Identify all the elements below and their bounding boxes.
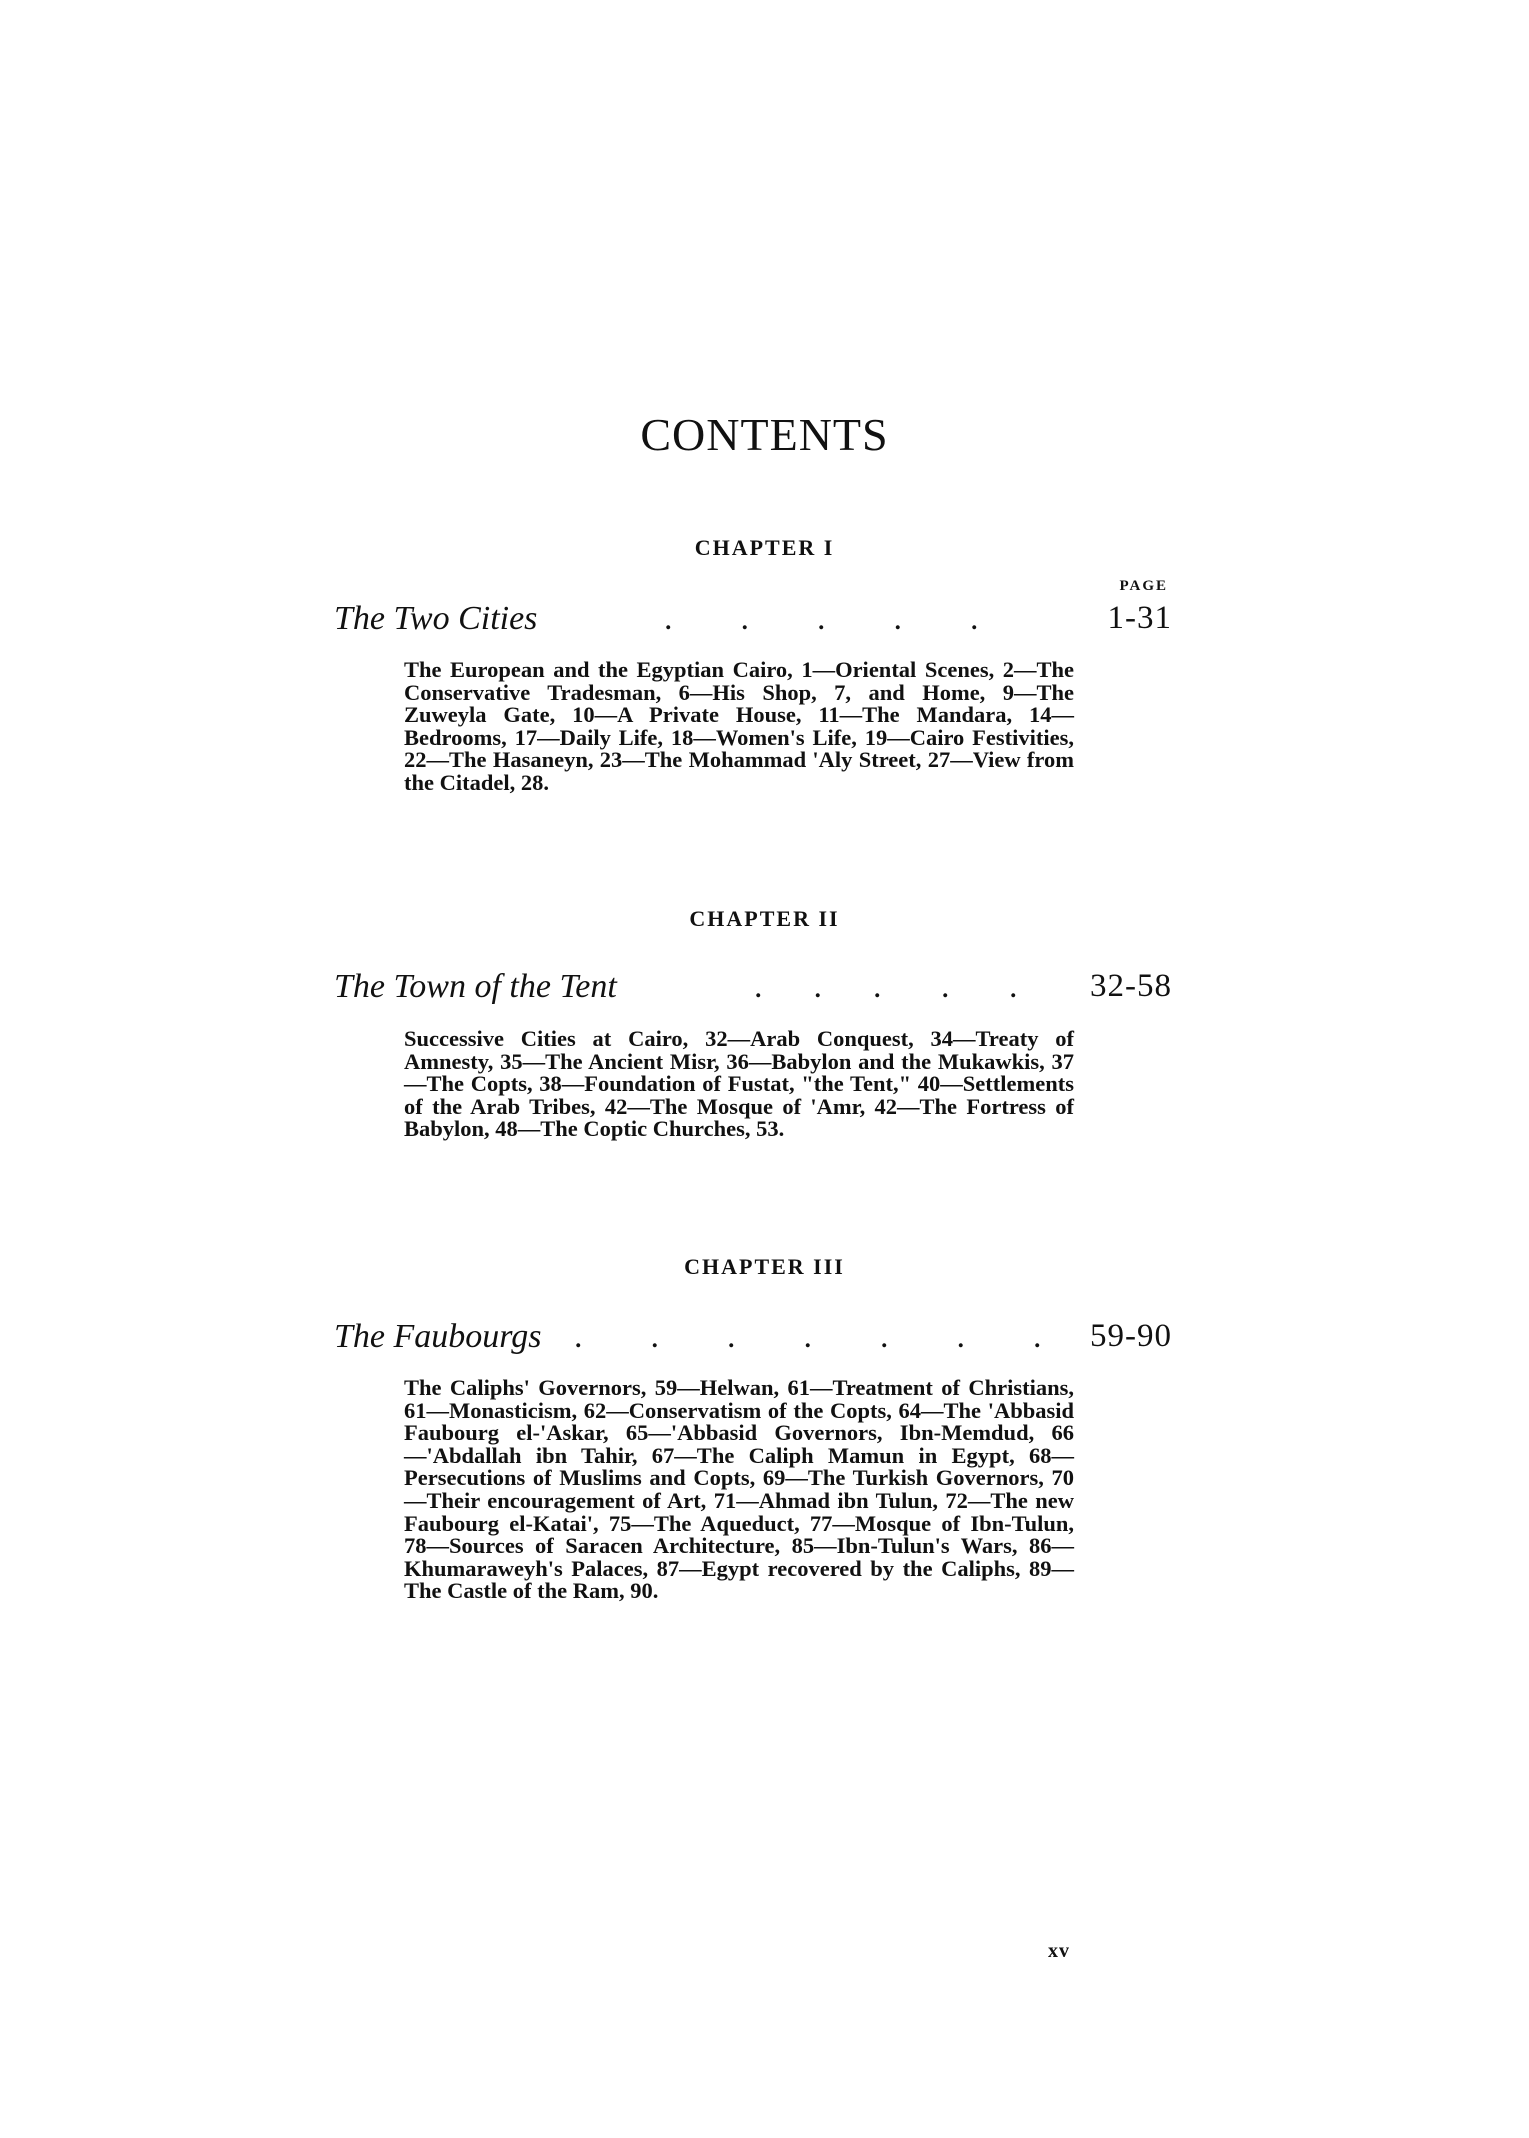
chapter-summary-1: The European and the Egyptian Cairo, 1—Oriental Scenes, 2—The Conservative Tradesman, 6—His Shop, 7, and Home, 9—The Zuweyla Gate, 10—A Private House, 11—The Mandara, 14—Bedrooms, 17—Daily Life, 18—Women's Life, 19—Cairo Festivities, 22—The Hasaneyn, 23—The Mohammad 'Aly Street, 27—View from the Citadel, 28. [404, 657, 1074, 795]
chapter-pages-3: 59-90 [1090, 1318, 1172, 1354]
chapter-heading-2: CHAPTER II [689, 906, 840, 931]
chapter-pages-1: 1-31 [1107, 600, 1172, 636]
toc-entry-3[interactable] [334, 1318, 1172, 1364]
dot-leaders: . . . . . [754, 968, 1018, 1005]
dot-leaders: . . . . . . . [574, 1318, 1042, 1355]
chapter-title-3: The Faubourgs [334, 1318, 542, 1355]
toc-entry-2[interactable] [334, 968, 1172, 1014]
chapter-summary-2: Successive Cities at Cairo, 32—Arab Conquest, 34—Treaty of Amnesty, 35—The Ancient Misr, 36—Babylon and the Mukawkis, 37—The Copts, 38—Foundation of Fustat, "the Tent," 40—Settlements of the Arab Tribes, 42—The Mosque of 'Amr, 42—The Fortress of Babylon, 48—The Coptic Churches, 53. [404, 1026, 1074, 1142]
chapter-heading-1: CHAPTER I [694, 535, 835, 560]
dot-leaders: . . . . . [664, 600, 979, 637]
toc-entry-1[interactable] [334, 600, 1172, 646]
page-title: CONTENTS [640, 409, 889, 460]
chapter-title-2: The Town of the Tent [334, 968, 617, 1005]
chapter-heading-3: CHAPTER III [684, 1254, 845, 1279]
chapter-summary-3: The Caliphs' Governors, 59—Helwan, 61—Treatment of Christians, 61—Monasticism, 62—Conservatism of the Copts, 64—The 'Abbasid Faubourg el-'Askar, 65—'Abbasid Governors, Ibn-Memdud, 66—'Abdallah ibn Tahir, 67—The Caliph Mamun in Egypt, 68—Persecutions of Muslims and Copts, 69—The Turkish Governors, 70—Their encouragement of Art, 71—Ahmad ibn Tulun, 72—The new Faubourg el-Katai', 75—The Aqueduct, 77—Mosque of Ibn-Tulun, 78—Sources of Saracen Architecture, 85—Ibn-Tulun's Wars, 86—Khumaraweyh's Palaces, 87—Egypt recovered by the Caliphs, 89—The Castle of the Ram, 90. [404, 1375, 1074, 1604]
page-number: xv [1048, 1940, 1070, 1962]
page-column-label: PAGE [1119, 578, 1168, 594]
chapter-title-1: The Two Cities [334, 600, 538, 637]
chapter-pages-2: 32-58 [1090, 968, 1172, 1004]
